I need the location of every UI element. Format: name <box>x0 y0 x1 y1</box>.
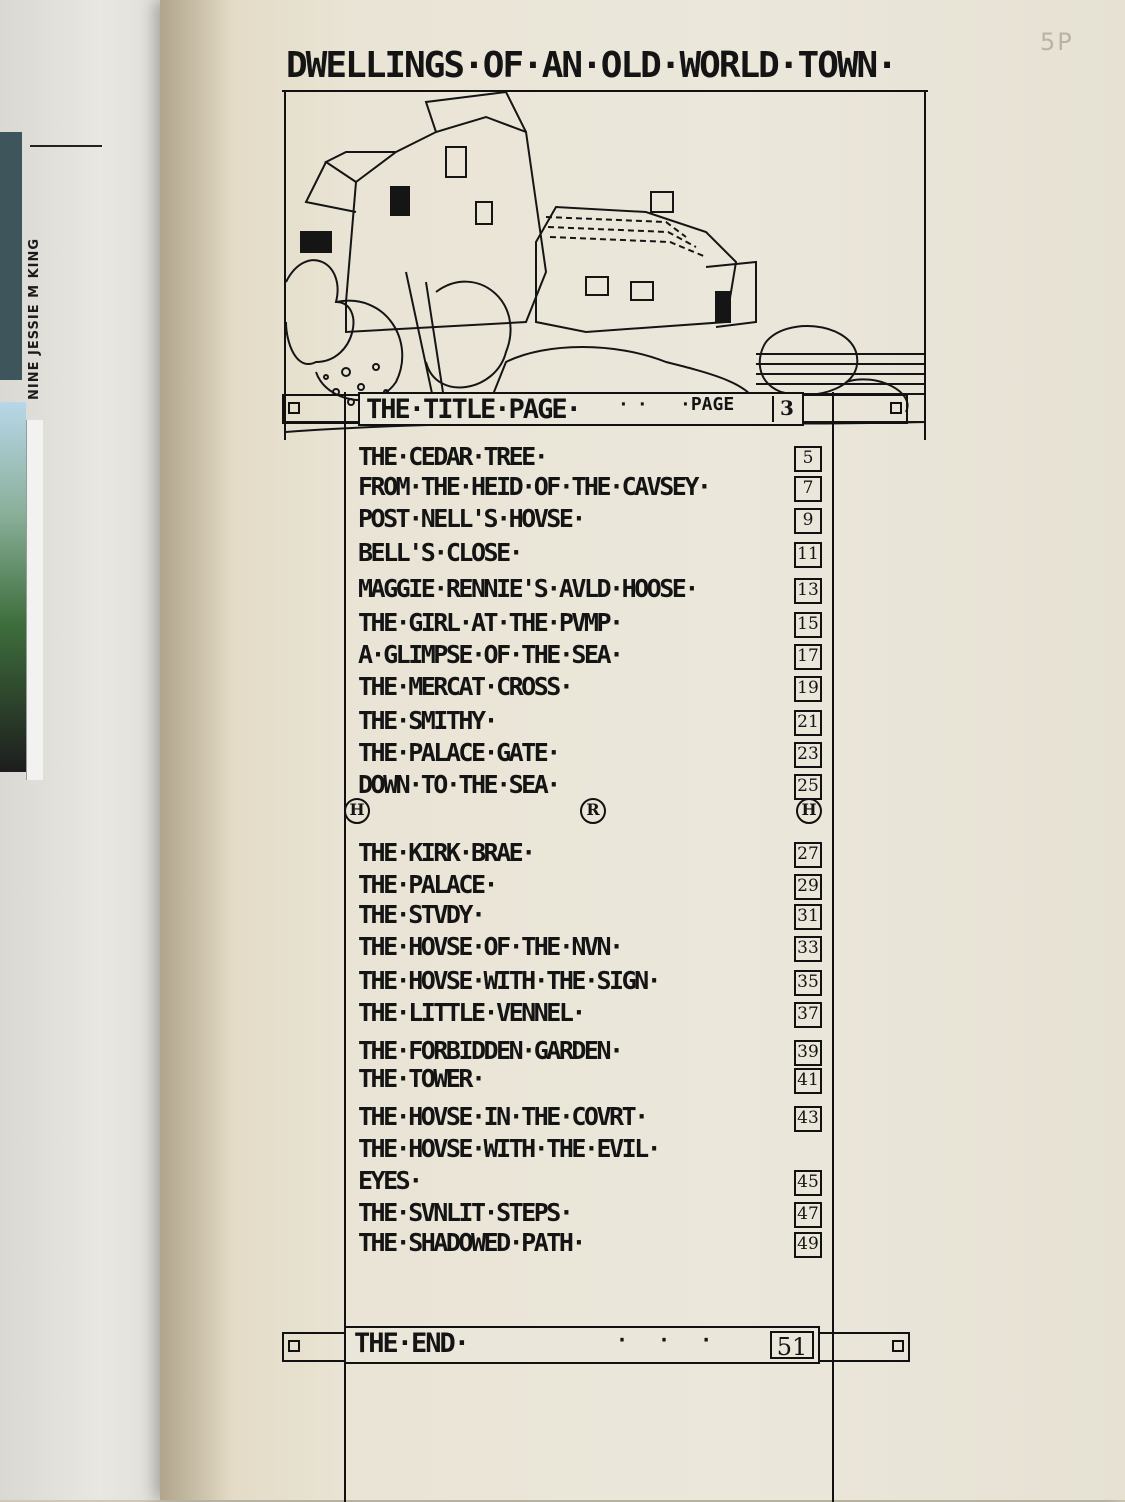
divider-monogram-center: R <box>580 798 606 824</box>
entry-label: THE·HOVSE·OF·THE·NVN· <box>358 932 622 961</box>
entry-label: A·GLIMPSE·OF·THE·SEA· <box>358 640 622 669</box>
entry-label: THE·PALACE· <box>358 870 497 899</box>
section-divider <box>344 798 832 828</box>
list-item <box>346 1134 836 1164</box>
list-item <box>346 932 836 962</box>
list-item <box>346 538 836 568</box>
photo-card-edge <box>26 420 43 780</box>
town-illustration <box>286 92 926 438</box>
list-item <box>346 1064 836 1094</box>
list-item <box>346 1102 836 1132</box>
end-row <box>344 1326 820 1364</box>
entry-page: 45 <box>794 1170 822 1196</box>
entry-page: 17 <box>794 644 822 670</box>
band-square <box>892 1340 904 1352</box>
entry-page: 27 <box>794 842 822 868</box>
end-row-left-band <box>282 1332 346 1362</box>
end-page-number: 51 <box>770 1331 814 1359</box>
title-row-right-band <box>802 394 908 424</box>
title-page-row <box>358 392 804 426</box>
entry-label: THE·HOVSE·WITH·THE·EVIL· <box>358 1134 660 1163</box>
end-row-right-band <box>818 1332 910 1362</box>
list-item <box>346 504 836 534</box>
entry-label: FROM·THE·HEID·OF·THE·CAVSEY· <box>358 472 710 501</box>
entry-label: THE·SMITHY· <box>358 706 497 735</box>
entry-page: 33 <box>794 936 822 962</box>
list-item <box>346 442 836 472</box>
entry-page: 47 <box>794 1202 822 1228</box>
entry-label: BELL'S·CLOSE· <box>358 538 522 567</box>
page-title: DWELLINGS·OF·AN·OLD·WORLD·TOWN· <box>286 45 896 86</box>
entry-page: 19 <box>794 676 822 702</box>
entry-label: THE·MERCAT·CROSS· <box>358 672 572 701</box>
list-item <box>346 900 836 930</box>
list-item <box>346 472 836 502</box>
entry-label: EYES· <box>358 1166 421 1195</box>
book-spine-strip <box>0 132 22 380</box>
title-page-dots: ·· <box>618 394 656 415</box>
entry-page: 37 <box>794 1002 822 1028</box>
entry-page: 31 <box>794 904 822 930</box>
list-item <box>346 1036 836 1066</box>
list-item <box>346 1166 836 1196</box>
entry-page: 41 <box>794 1068 822 1094</box>
list-item <box>346 770 836 800</box>
title-page-number: 3 <box>772 396 800 422</box>
page-fold-shadow <box>160 0 230 1500</box>
entry-label: THE·LITTLE·VENNEL· <box>358 998 584 1027</box>
entry-label: DOWN·TO·THE·SEA· <box>358 770 559 799</box>
entry-page: 15 <box>794 612 822 638</box>
entry-page: 29 <box>794 874 822 900</box>
photo-card <box>0 402 26 772</box>
entry-label: THE·GIRL·AT·THE·PVMP· <box>358 608 622 637</box>
cottage <box>536 207 736 332</box>
entry-page: 11 <box>794 542 822 568</box>
list-item <box>346 574 836 604</box>
sea-lines <box>756 354 924 394</box>
title-row-left-band <box>282 394 360 424</box>
entry-page: 9 <box>794 508 822 534</box>
list-item <box>346 870 836 900</box>
entry-page: 49 <box>794 1232 822 1258</box>
divider-monogram-right: H <box>796 798 822 824</box>
title-page-word: ·PAGE <box>680 394 735 415</box>
entry-label: THE·FORBIDDEN·GARDEN· <box>358 1036 622 1065</box>
list-item <box>346 608 836 638</box>
list-item <box>346 640 836 670</box>
entry-page: 35 <box>794 970 822 996</box>
list-item <box>346 966 836 996</box>
list-item <box>346 998 836 1028</box>
entry-page: 39 <box>794 1040 822 1066</box>
divider-monogram-left: H <box>344 798 370 824</box>
list-item <box>346 1228 836 1258</box>
entry-label: THE·TOWER· <box>358 1064 484 1093</box>
band-square <box>890 402 902 414</box>
pencil-note: 5P <box>1040 28 1074 56</box>
band-square <box>288 1340 300 1352</box>
list-item <box>346 838 836 868</box>
list-item <box>346 706 836 736</box>
list-item <box>346 1198 836 1228</box>
entry-label: THE·CEDAR·TREE· <box>358 442 547 471</box>
list-item <box>346 672 836 702</box>
entry-page: 43 <box>794 1106 822 1132</box>
contents-frame <box>282 42 930 1502</box>
end-label: THE·END· <box>354 1328 469 1359</box>
entry-label: THE·PALACE·GATE· <box>358 738 559 767</box>
left-tree <box>286 260 353 364</box>
entry-page: 5 <box>794 446 822 472</box>
end-dots: ··· <box>616 1328 743 1352</box>
entry-label: MAGGIE·RENNIE'S·AVLD·HOOSE· <box>358 574 697 603</box>
spine-author-text: NINE JESSIE M KING <box>27 237 42 400</box>
entry-label: THE·HOVSE·IN·THE·COVRT· <box>358 1102 647 1131</box>
list-item <box>346 738 836 768</box>
title-page-label: THE·TITLE·PAGE· <box>366 394 580 425</box>
entry-page: 21 <box>794 710 822 736</box>
entry-label: POST·NELL'S·HOVSE· <box>358 504 584 533</box>
entry-label: THE·KIRK·BRAE· <box>358 838 534 867</box>
entry-page: 25 <box>794 774 822 800</box>
entry-label: THE·HOVSE·WITH·THE·SIGN· <box>358 966 660 995</box>
entry-label: THE·SVNLIT·STEPS· <box>358 1198 572 1227</box>
entry-page: 13 <box>794 578 822 604</box>
illustration-box <box>284 92 926 440</box>
entry-page: 7 <box>794 476 822 502</box>
entry-label: THE·STVDY· <box>358 900 484 929</box>
entry-page: 23 <box>794 742 822 768</box>
band-square <box>288 402 300 414</box>
entry-label: THE·SHADOWED·PATH· <box>358 1228 584 1257</box>
spine-tick-mark <box>30 145 102 147</box>
